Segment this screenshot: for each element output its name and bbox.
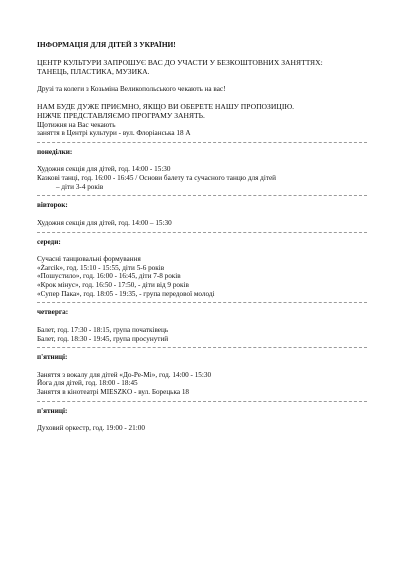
schedule-item: Балет, год. 18:30 - 19:45, група просунутий [37,334,169,343]
day-heading-friday: п'ятниці: [37,353,68,362]
intro-location-line: заняття в Центрі культури - вул. Флоріанська 18 А [37,129,191,138]
intro-invitation-line-2: ТАНЕЦЬ, ПЛАСТИКА, МУЗИКА. [37,66,150,76]
schedule-item: «Супер Пака», год. 18:05 - 19:35, - група передової молоді [37,289,215,298]
document-content [37,40,367,433]
divider [37,302,367,303]
schedule-item: Заняття з вокалу для дітей «До-Ре-Мі», год. 14:00 - 15:30 [37,370,212,379]
divider [37,347,367,348]
divider [37,195,367,196]
schedule-item: «Żarcik», год. 15:10 - 15:55, діти 5-6 років [37,263,165,272]
divider [37,401,367,402]
intro-pleasure-line-1: НАМ БУДЕ ДУЖЕ ПРИЄМНО, ЯКЩО ВИ ОБЕРЕТЕ НАШУ ПРОПОЗИЦІЮ. [37,102,295,112]
schedule-item: «Крок мінус», год. 16:50 - 17:50, - діти від 9 років [37,281,189,290]
day-heading-wednesday: середи: [37,237,61,246]
intro-friends-line: Друзі та колеги з Козьміна Великопольського чекають на вас! [37,84,226,93]
intro-weekly-line: Щотижня на Вас чекають [37,120,116,129]
divider [37,142,367,143]
day-heading-monday: понеділки: [37,147,73,156]
intro-pleasure-line-2: НІЖЧЕ ПРЕДСТАВЛЯЄМО ПРОГРАМУ ЗАНЯТЬ. [37,111,205,121]
day-heading-thursday: четверга: [37,308,69,317]
day-heading-friday-evening: п'ятниці: [37,406,68,415]
divider [37,232,367,233]
schedule-item: Заняття в кінотеатрі MIESZKO - вул. Борецька 18 [37,388,190,397]
day-heading-tuesday: вівторок: [37,201,68,210]
schedule-item: «Пошустило», год. 16:00 - 16:45, діти 7-8 років [37,272,181,281]
intro-invitation-line-1: ЦЕНТР КУЛЬТУРИ ЗАПРОШУЄ ВАС ДО УЧАСТИ У БЕЗКОШТОВНИХ ЗАНЯТТЯХ: [37,57,323,67]
schedule-item: Художня секція для дітей, год. 14:00 - 15:30 [37,165,171,174]
schedule-item: Художня секція для дітей, год. 14:00 – 15:30 [37,218,172,227]
schedule-item: – діти 3-4 років [56,182,104,191]
schedule-item: Казкові танці, год. 16:00 - 16:45 / Основи балету та сучасного танцю для дітей [37,174,277,183]
schedule-item: Йога для дітей, год. 18:00 - 18:45 [37,379,138,388]
schedule-item: Сучасні танцювальні формування [37,254,141,263]
schedule-item: Балет, год. 17:30 - 18:15, група початківець [37,325,169,334]
schedule-item: Духовий оркестр, год. 19:00 - 21:00 [37,424,145,433]
document-title: ІНФОРМАЦІЯ ДЛЯ ДІТЕЙ З УКРАЇНИ! [37,40,176,49]
